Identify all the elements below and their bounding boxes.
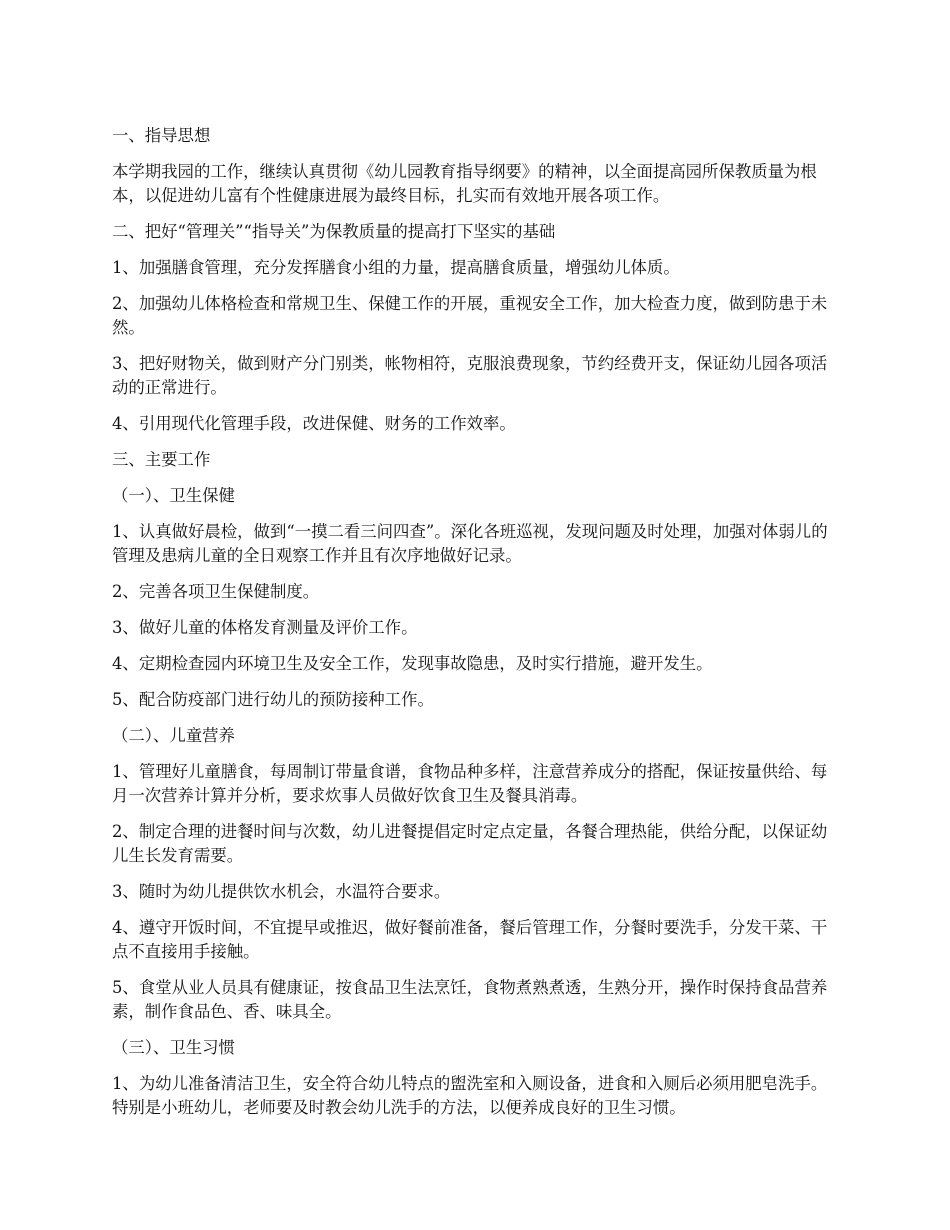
subsection-heading-nutrition: （二）、儿童营养 — [112, 726, 235, 745]
paragraph-management-item-1: 1、加强膳食管理，充分发挥膳食小组的力量，提高膳食质量，增强幼儿体质。 — [112, 258, 680, 277]
paragraph-health-item-1: 1、认真做好晨检，做到“一摸二看三问四查”。深化各班巡视，发现问题及时处理，加强对体弱儿的管理及患病儿童的全日观察工作并且有次序地做好记录。 — [112, 522, 828, 565]
paragraph-management-item-3: 3、把好财物关，做到财产分门别类，帐物相符，克服浪费现象，节约经费开支，保证幼儿园各项活动的正常进行。 — [112, 354, 828, 397]
section-heading-main-work: 三、主要工作 — [112, 450, 211, 469]
paragraph-health-item-5: 5、配合防疫部门进行幼儿的预防接种工作。 — [112, 690, 434, 709]
paragraph-nutrition-item-3: 3、随时为幼儿提供饮水机会，水温符合要求。 — [112, 882, 451, 901]
section-heading-management: 二、把好“管理关”“指导关”为保教质量的提高打下坚实的基础 — [112, 222, 556, 241]
section-heading-guiding-ideology: 一、指导思想 — [112, 126, 211, 145]
paragraph-management-item-2: 2、加强幼儿体格检查和常规卫生、保健工作的开展，重视安全工作，加大检查力度，做到防患于未然。 — [112, 294, 828, 337]
paragraph-health-item-4: 4、定期检查园内环境卫生及安全工作，发现事故隐患，及时实行措施，避开发生。 — [112, 654, 713, 673]
paragraph-hygiene-item-1: 1、为幼儿准备清洁卫生，安全符合幼儿特点的盥洗室和入厕设备，进食和入厕后必须用肥皂洗手。特别是小班幼儿，老师要及时教会幼儿洗手的方法，以便养成良好的卫生习惯。 — [112, 1074, 828, 1117]
paragraph-nutrition-item-4: 4、遵守开饭时间，不宜提早或推迟，做好餐前准备，餐后管理工作，分餐时要洗手，分发干菜、干点不直接用手接触。 — [112, 918, 828, 961]
subsection-heading-health-care: （一）、卫生保健 — [112, 486, 235, 505]
paragraph-nutrition-item-1: 1、管理好儿童膳食，每周制订带量食谱，食物品种多样，注意营养成分的搭配，保证按量供给、每月一次营养计算并分析，要求炊事人员做好饮食卫生及餐具消毒。 — [112, 762, 828, 805]
paragraph-nutrition-item-2: 2、制定合理的进餐时间与次数，幼儿进餐提倡定时定点定量，各餐合理热能，供给分配，以保证幼儿生长发育需要。 — [112, 822, 828, 865]
paragraph-health-item-2: 2、完善各项卫生保健制度。 — [112, 582, 320, 601]
paragraph-intro: 本学期我园的工作，继续认真贯彻《幼儿园教育指导纲要》的精神，以全面提高园所保教质量为根本，以促进幼儿富有个性健康进展为最终目标，扎实而有效地开展各项工作。 — [112, 162, 817, 205]
subsection-heading-hygiene-habits: （三）、卫生习惯 — [112, 1038, 235, 1057]
paragraph-management-item-4: 4、引用现代化管理手段，改进保健、财务的工作效率。 — [112, 414, 516, 433]
paragraph-health-item-3: 3、做好儿童的体格发育测量及评价工作。 — [112, 618, 418, 637]
paragraph-nutrition-item-5: 5、食堂从业人员具有健康证，按食品卫生法烹饪，食物煮熟煮透，生熟分开，操作时保持食品营养素，制作食品色、香、味具全。 — [112, 978, 828, 1021]
